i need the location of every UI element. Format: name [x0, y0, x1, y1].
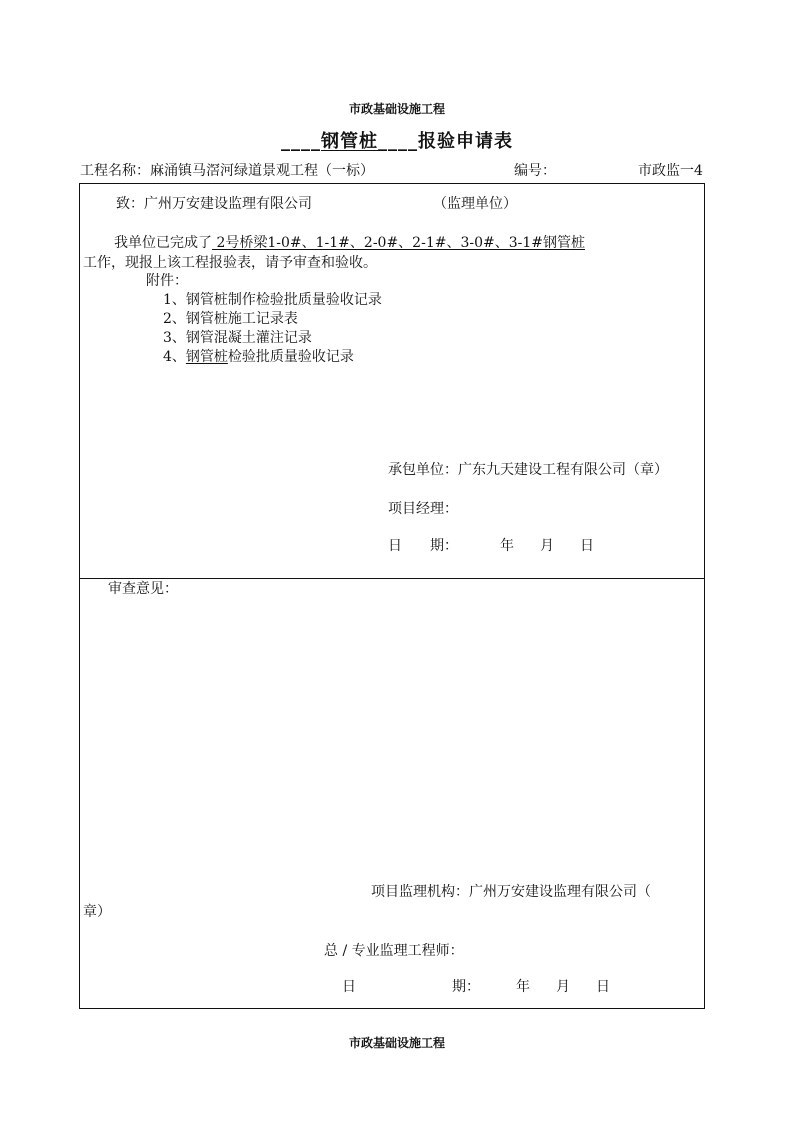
review-date-ri: 日 [342, 979, 356, 995]
to-role: （监理单位） [433, 196, 517, 212]
agency-seal: 章） [83, 904, 111, 920]
title-blank-before: ____ [281, 131, 321, 152]
agency-label: 项目监理机构： [371, 884, 469, 900]
review-date-day: 日 [596, 979, 610, 995]
agency-name: 广州万安建设监理有限公司（ [469, 884, 651, 900]
contractor-date-label: 日 期： [388, 538, 458, 554]
contractor-date-year: 年 [500, 538, 514, 554]
opinion-label: 审查意见： [108, 581, 178, 597]
agency-line [371, 881, 651, 901]
title-blank-after: ____ [378, 131, 418, 152]
page-footer: 市政基础设施工程 [348, 1036, 445, 1050]
review-date-qi: 期： [452, 979, 480, 995]
project-name: 麻涌镇马滘河绿道景观工程（一标） [150, 163, 374, 179]
number-value: 市政监一4 [638, 163, 703, 179]
project-name-line [80, 160, 374, 180]
attachment-item: 1、钢管桩制作检验批质量验收记录 [163, 292, 382, 308]
attachment4-no: 4、 [163, 349, 186, 365]
attachment-item: 3、钢管混凝土灌注记录 [163, 330, 312, 346]
to-company: 广州万安建设监理有限公司 [144, 196, 312, 212]
contractor-label: 承包单位： [388, 462, 458, 478]
contractor-date-month: 月 [540, 538, 554, 554]
manager-label: 项目经理： [388, 501, 458, 517]
body-line-2: 工作，现报上该工程报验表，请予审查和验收。 [83, 255, 377, 271]
to-label: 致： [116, 196, 144, 212]
contractor-date-day: 日 [580, 538, 594, 554]
page-header: 市政基础设施工程 [348, 102, 445, 116]
to-line [116, 193, 312, 213]
project-label: 工程名称： [80, 163, 150, 179]
number-label: 编号： [514, 163, 556, 179]
body-line-1 [114, 232, 585, 252]
title-subject: 钢管桩 [321, 131, 378, 152]
title-suffix: 报验申请表 [418, 131, 513, 152]
review-date-year: 年 [516, 979, 530, 995]
contractor-name: 广东九天建设工程有限公司（章） [458, 462, 668, 478]
form-frame [79, 183, 705, 1009]
attachment4-rest: 检验批质量验收记录 [227, 349, 354, 365]
attachment-item [163, 346, 354, 366]
attachment4-underlined: 钢管桩 [185, 349, 228, 365]
attachment-item: 2、钢管桩施工记录表 [163, 311, 298, 327]
contractor-line [388, 459, 668, 479]
form-title [0, 127, 794, 153]
review-date-month: 月 [556, 979, 570, 995]
attachments-label: 附件： [146, 273, 188, 289]
body-prefix: 我单位已完成了 [114, 235, 212, 251]
body-work: 2号桥梁1-0#、1-1#、2-0#、2-1#、3-0#、3-1#钢管桩 [212, 235, 586, 251]
engineer-label: 总 / 专业监理工程师： [324, 943, 464, 959]
